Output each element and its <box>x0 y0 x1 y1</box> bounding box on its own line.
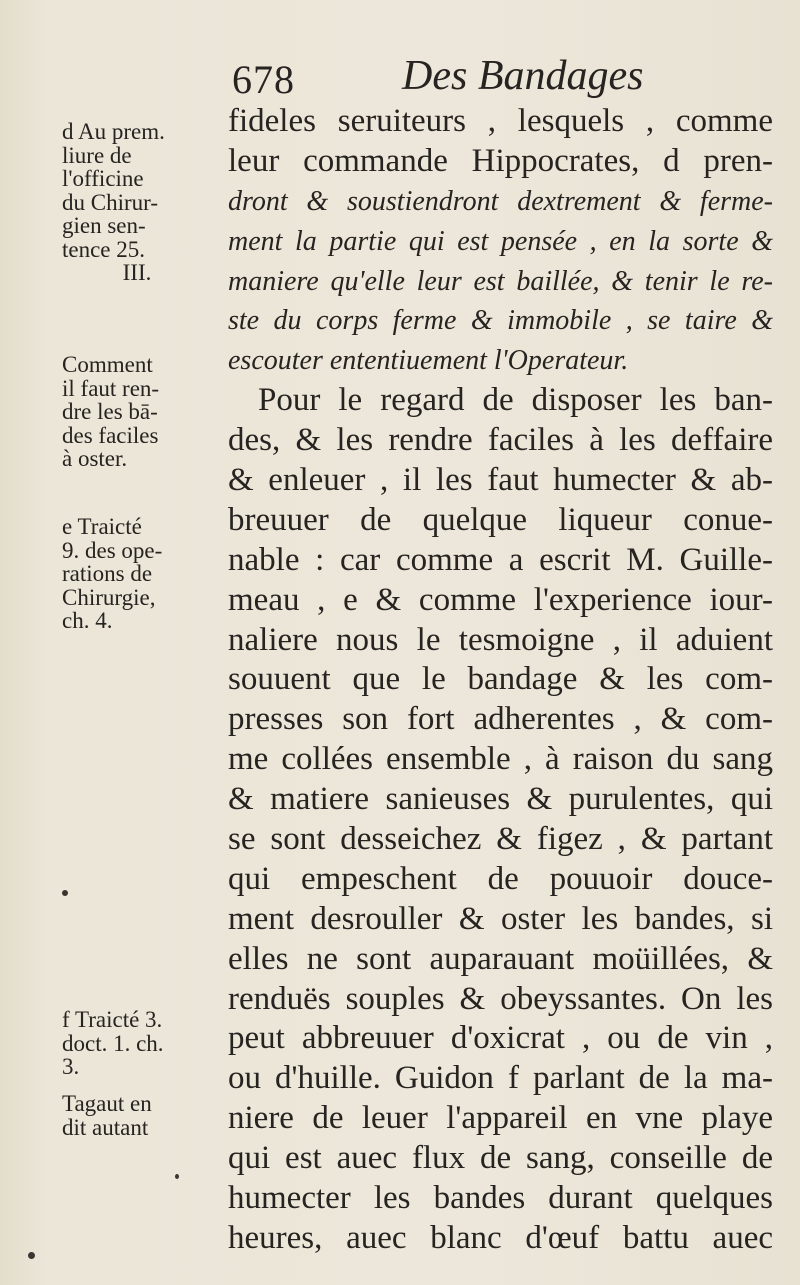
margin-note-line: 9. des ope- <box>62 537 163 563</box>
margin-note-line: Chirurgie, <box>62 584 156 610</box>
body-line: meau , e & comme l'experience iour- <box>228 581 773 618</box>
body-line: dront & soustiendront dextrement & ferme- <box>228 185 773 217</box>
body-text <box>228 102 773 1259</box>
margin-note-d <box>62 120 232 285</box>
margin-note-line: ch. 4. <box>62 608 113 633</box>
body-line: presses son fort adherentes , & com- <box>228 701 773 738</box>
body-line: elles ne sont auparauant moüillées, & <box>228 940 773 977</box>
margin-note-comment <box>62 353 232 471</box>
ink-speck <box>28 1252 35 1259</box>
margin-note-line: à oster. <box>62 446 128 471</box>
margin-note-line: d Au prem. <box>62 119 165 144</box>
body-line: ou d'huille. Guidon f parlant de la ma- <box>228 1060 773 1097</box>
body-line: ment la partie qui est pensée , en la sorte & <box>228 225 773 257</box>
margin-note-line: Comment <box>62 352 153 377</box>
body-line: qui empeschent de pouuoir douce- <box>228 860 773 897</box>
body-line: renduës souples & obeyssantes. On les <box>228 980 773 1017</box>
page-header <box>0 52 800 102</box>
margin-note-tagaut <box>62 1092 232 1139</box>
margin-note-line: rations de <box>62 561 153 586</box>
body-line: niere de leuer l'appareil en vne playe <box>228 1100 773 1137</box>
body-line: nable : car comme a escrit M. Guille- <box>228 541 773 578</box>
running-title: Des Bandages <box>402 53 644 99</box>
body-line: fideles seruiteurs , lesquels , comme <box>228 103 773 139</box>
body-line: naliere nous le tesmoigne , il aduient <box>228 621 773 658</box>
body-line: qui est auec flux de sang, conseille de <box>228 1140 773 1177</box>
body-line: maniere qu'elle leur est baillée, & tenir le re- <box>228 265 773 297</box>
body-line: souuent que le bandage & les com- <box>228 661 773 698</box>
ink-speck <box>62 890 68 896</box>
body-line: & matiere sanieuses & purulentes, qui <box>228 781 773 818</box>
body-line: ste du corps ferme & immobile , se taire & <box>228 305 773 337</box>
margin-note-e <box>62 515 232 633</box>
margin-note-line: e Traicté <box>62 514 142 539</box>
body-line: heures, auec blanc d'œuf battu auec <box>228 1219 773 1256</box>
body-line: leur commande Hippocrates, d pren- <box>228 142 773 179</box>
ink-speck <box>175 1174 179 1179</box>
body-line: Pour le regard de disposer les ban- <box>258 382 773 419</box>
body-line: peut abbreuuer d'oxicrat , ou de vin , <box>228 1020 773 1057</box>
margin-note-line: gien sen- <box>62 213 146 238</box>
margin-note-line: f Traicté 3. <box>62 1007 163 1032</box>
margin-note-line: l'officine <box>62 166 144 191</box>
margin-note-line: des faciles <box>62 422 159 448</box>
margin-note-line: il faut ren- <box>62 375 160 401</box>
margin-note-line: Tagaut en <box>62 1091 152 1116</box>
margin-note-line: tence 25. <box>62 236 146 262</box>
body-line: escouter ententiuement l'Operateur. <box>228 345 629 377</box>
margin-note-line: doct. 1. ch. <box>62 1030 164 1056</box>
margin-note-f <box>62 1008 232 1079</box>
body-line: ment desrouller & oster les bandes, si <box>228 900 773 937</box>
margin-note-line: du Chirur- <box>62 189 158 215</box>
margin-note-line: 3. <box>62 1054 80 1079</box>
margin-note-line: liure de <box>62 142 132 168</box>
margin-note-line: III. <box>122 260 152 285</box>
body-line: des, & les rendre faciles à les deffaire <box>228 422 773 459</box>
body-line: me collées ensemble , à raison du sang <box>228 741 773 778</box>
margin-note-line: dit autant <box>62 1114 149 1140</box>
margin-note-line: dre les bā- <box>62 399 158 424</box>
body-line: breuuer de quelque liqueur conue- <box>228 501 773 538</box>
body-line: & enleuer , il les faut humecter & ab- <box>228 462 773 499</box>
body-line: humecter les bandes durant quelques <box>228 1180 773 1217</box>
body-line: se sont desseichez & figez , & partant <box>228 821 773 858</box>
page-number: 678 <box>232 57 295 102</box>
